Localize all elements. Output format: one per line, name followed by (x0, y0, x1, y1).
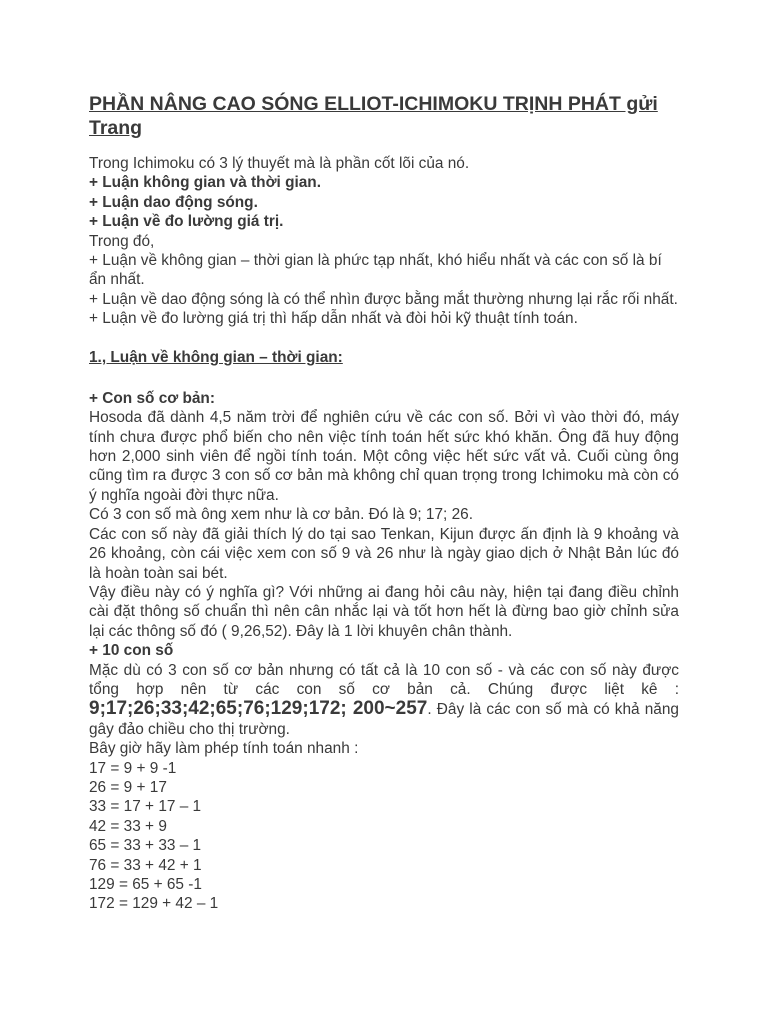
ten-paragraph-start: Mặc dù có 3 con số cơ bản nhưng có tất cả là 10 con số - và các con số này được tổng hợp nên từ các con số cơ bản cả. Chúng được liệt kê : (89, 661, 679, 698)
section-heading: 1., Luận về không gian – thời gian: (89, 349, 343, 367)
detail-item: + Luận về đo lường giá trị thì hấp dẫn nhất và đòi hỏi kỹ thuật tính toán. (89, 310, 578, 328)
equation-line: 17 = 9 + 9 -1 (89, 759, 177, 777)
detail-item: + Luận về dao động sóng là có thể nhìn được bằng mắt thường nhưng lại rắc rối nhất. (89, 290, 678, 308)
equation-line: 26 = 9 + 17 (89, 778, 167, 796)
intro-line: Trong Ichimoku có 3 lý thuyết mà là phần cốt lõi của nó. (89, 155, 470, 172)
document-body (89, 92, 679, 914)
theory-item: + Luận không gian và thời gian. (89, 174, 321, 192)
equation-line: 76 = 33 + 42 + 1 (89, 856, 202, 874)
spacer (89, 367, 679, 386)
advice-paragraph: Vậy điều này có ý nghĩa gì? Với những ai đang hỏi câu này, hiện tại đang điều chỉnh cài đặt thông số chuẩn thì nên cân nhắc lại và tốt hơn hết là đừng bao giờ chỉnh sửa lại các thông số đó ( 9,26,52). Đây là 1 lời khuyên chân thành. (89, 583, 679, 640)
theory-item: + Luận dao động sóng. (89, 193, 258, 211)
equation-line: 42 = 33 + 9 (89, 817, 167, 835)
trong-do-line: Trong đó, (89, 232, 155, 250)
ten-paragraph-end: . Đây là các con số mà có khả năng gây đảo chiều cho thị trường. (89, 701, 679, 738)
ten-numbers-list: 9;17;26;33;42;65;76;129;172; 200~257 (89, 698, 428, 720)
basic-numbers-line: Có 3 con số mà ông xem như là cơ bản. Đó là 9; 17; 26. (89, 506, 473, 524)
subsection-heading-ten: + 10 con số (89, 642, 174, 660)
equation-line: 172 = 129 + 42 – 1 (89, 895, 219, 913)
spacer (89, 329, 679, 348)
theory-item: + Luận về đo lường giá trị. (89, 213, 284, 231)
ten-numbers-paragraph (89, 661, 679, 740)
document-title: PHẦN NÂNG CAO SÓNG ELLIOT-ICHIMOKU TRỊNH PHÁT gửi Trang (89, 93, 658, 139)
equation-line: 65 = 33 + 33 – 1 (89, 837, 202, 855)
detail-item: + Luận về không gian – thời gian là phức tạp nhất, khó hiểu nhất và các con số là bí ẩn nhất. (89, 252, 662, 289)
calc-intro: Bây giờ hãy làm phép tính toán nhanh : (89, 740, 359, 758)
equation-line: 33 = 17 + 17 – 1 (89, 798, 202, 816)
tenkan-paragraph: Các con số này đã giải thích lý do tại sao Tenkan, Kijun được ấn định là 9 khoảng và 26 khoảng, còn cái việc xem con số 9 và 26 như là ngày giao dịch ở Nhật Bản lúc đó là hoàn toàn sai bét. (89, 525, 679, 582)
basic-paragraph: Hosoda đã dành 4,5 năm trời để nghiên cứu về các con số. Bởi vì vào thời đó, máy tính chưa được phổ biến cho nên việc tính toán hết sức khó khăn. Ông đã huy động hơn 2,000 sinh viên để ngồi tính toán. Một công việc hết sức vất vả. Cuối cùng ông cũng tìm ra được 3 con số cơ bản mà không chỉ quan trọng trong Ichimoku mà còn có ý nghĩa ngoài đời thực nữa. (89, 409, 679, 504)
subsection-heading-basic: + Con số cơ bản: (89, 389, 215, 407)
equation-line: 129 = 65 + 65 -1 (89, 876, 202, 893)
